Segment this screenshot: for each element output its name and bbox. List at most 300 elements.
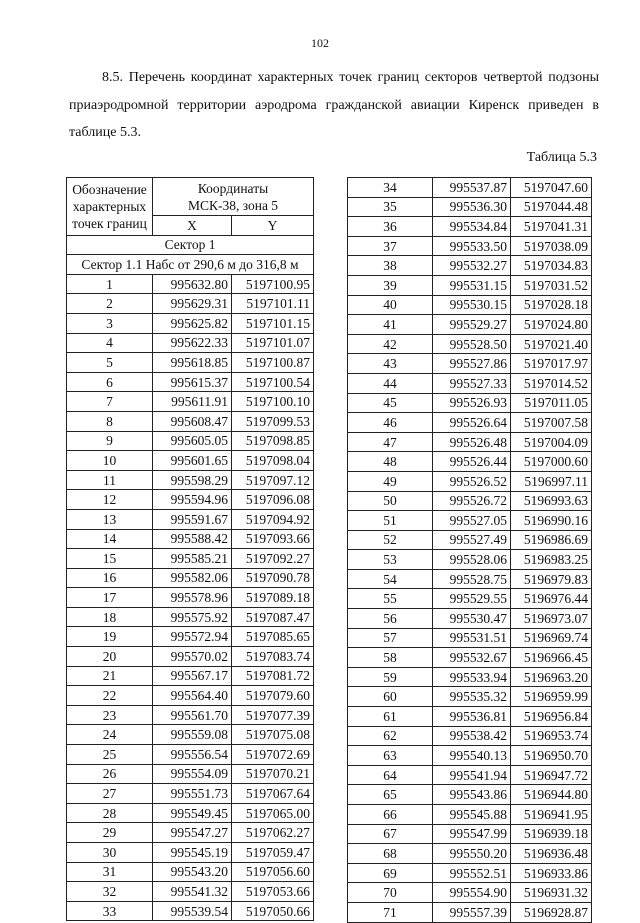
table-row: [67, 686, 314, 706]
table-row: [348, 726, 592, 746]
x-coordinate: 995533.50: [433, 236, 511, 256]
point-number: 10: [67, 451, 153, 471]
table-row: [348, 550, 592, 570]
x-coordinate: 995541.94: [433, 765, 511, 785]
x-coordinate: 995541.32: [153, 882, 232, 902]
point-number: 70: [348, 883, 433, 903]
table-row: [67, 313, 314, 333]
table-row: [67, 529, 314, 549]
y-coordinate: 5196963.20: [511, 667, 592, 687]
x-header: X: [153, 216, 232, 236]
x-coordinate: 995538.42: [433, 726, 511, 746]
y-coordinate: 5196993.63: [511, 491, 592, 511]
x-coordinate: 995531.51: [433, 628, 511, 648]
point-number: 14: [67, 529, 153, 549]
table-row: [348, 511, 592, 531]
table-row: [348, 687, 592, 707]
y-coordinate: 5197077.39: [232, 705, 314, 725]
y-coordinate: 5197079.60: [232, 686, 314, 706]
sector-title-row: [67, 235, 314, 255]
table-row: [67, 372, 314, 392]
table-row: [67, 470, 314, 490]
point-number: 40: [348, 295, 433, 315]
x-coordinate: 995572.94: [153, 627, 232, 647]
x-coordinate: 995527.86: [433, 354, 511, 374]
table-row: [67, 745, 314, 765]
x-coordinate: 995537.87: [433, 178, 511, 198]
point-number: 53: [348, 550, 433, 570]
y-coordinate: 5196941.95: [511, 805, 592, 825]
point-number: 65: [348, 785, 433, 805]
y-coordinate: 5197098.04: [232, 451, 314, 471]
y-coordinate: 5197017.97: [511, 354, 592, 374]
point-number: 3: [67, 313, 153, 333]
intro-paragraph: 8.5. Перечень координат характерных точек границ секторов четвертой подзоны приаэродромной территории аэродрома гражданской авиации Киренск приведен в таблице 5.3.: [69, 70, 599, 140]
y-coordinate: 5196939.18: [511, 824, 592, 844]
x-coordinate: 995618.85: [153, 353, 232, 373]
x-coordinate: 995611.91: [153, 392, 232, 412]
point-number: 13: [67, 509, 153, 529]
y-coordinate: 5197007.58: [511, 413, 592, 433]
x-coordinate: 995530.47: [433, 609, 511, 629]
x-coordinate: 995632.80: [153, 274, 232, 294]
x-coordinate: 995556.54: [153, 745, 232, 765]
y-coordinate: 5197050.66: [232, 901, 314, 921]
x-coordinate: 995529.55: [433, 589, 511, 609]
point-number: 20: [67, 647, 153, 667]
point-number: 37: [348, 236, 433, 256]
table-row: [67, 843, 314, 863]
table-row: [67, 803, 314, 823]
point-number: 1: [67, 274, 153, 294]
x-coordinate: 995526.48: [433, 432, 511, 452]
coordinates-header-line: МСК-38, зона 5: [187, 197, 279, 213]
point-number: 19: [67, 627, 153, 647]
x-coordinate: 995528.75: [433, 569, 511, 589]
point-number: 43: [348, 354, 433, 374]
point-number: 17: [67, 588, 153, 608]
table-row: [67, 431, 314, 451]
y-coordinate: 5196973.07: [511, 609, 592, 629]
x-coordinate: 995528.50: [433, 334, 511, 354]
y-coordinate: 5197099.53: [232, 411, 314, 431]
point-number: 61: [348, 707, 433, 727]
point-number: 31: [67, 862, 153, 882]
point-number: 27: [67, 784, 153, 804]
table-row: [348, 902, 592, 922]
y-coordinate: 5197041.31: [511, 217, 592, 237]
y-coordinate: 5196983.25: [511, 550, 592, 570]
x-coordinate: 995598.29: [153, 470, 232, 490]
x-coordinate: 995543.86: [433, 785, 511, 805]
table-row: [67, 490, 314, 510]
y-coordinate: 5197101.11: [232, 294, 314, 314]
table-row: [348, 746, 592, 766]
subsector-title: Сектор 1.1 Набс от 290,6 м до 316,8 м: [67, 255, 314, 275]
point-number: 51: [348, 511, 433, 531]
y-coordinate: 5197072.69: [232, 745, 314, 765]
point-number: 44: [348, 373, 433, 393]
point-number: 49: [348, 471, 433, 491]
x-coordinate: 995543.20: [153, 862, 232, 882]
x-coordinate: 995561.70: [153, 705, 232, 725]
table-row: [348, 197, 592, 217]
table-row: [348, 315, 592, 335]
table-row: [348, 765, 592, 785]
x-coordinate: 995601.65: [153, 451, 232, 471]
x-coordinate: 995625.82: [153, 313, 232, 333]
point-number: 11: [67, 470, 153, 490]
x-coordinate: 995545.88: [433, 805, 511, 825]
table-row: [348, 569, 592, 589]
x-coordinate: 995536.30: [433, 197, 511, 217]
y-coordinate: 5197092.27: [232, 549, 314, 569]
x-coordinate: 995531.15: [433, 275, 511, 295]
x-coordinate: 995539.54: [153, 901, 232, 921]
subsector-title-row: [67, 255, 314, 275]
table-row: [348, 628, 592, 648]
x-coordinate: 995552.51: [433, 863, 511, 883]
x-coordinate: 995564.40: [153, 686, 232, 706]
table-row: [67, 627, 314, 647]
x-coordinate: 995526.52: [433, 471, 511, 491]
point-number: 45: [348, 393, 433, 413]
y-coordinate: 5197075.08: [232, 725, 314, 745]
table-row: [348, 354, 592, 374]
point-number: 58: [348, 648, 433, 668]
x-coordinate: 995534.84: [433, 217, 511, 237]
table-row: [348, 491, 592, 511]
y-coordinate: 5197000.60: [511, 452, 592, 472]
x-coordinate: 995527.33: [433, 373, 511, 393]
point-number: 47: [348, 432, 433, 452]
y-coordinate: 5196936.48: [511, 844, 592, 864]
point-number: 2: [67, 294, 153, 314]
x-coordinate: 995588.42: [153, 529, 232, 549]
y-coordinate: 5197031.52: [511, 275, 592, 295]
x-coordinate: 995550.20: [433, 844, 511, 864]
point-number: 29: [67, 823, 153, 843]
point-number: 67: [348, 824, 433, 844]
x-coordinate: 995527.49: [433, 530, 511, 550]
table-row: [348, 883, 592, 903]
x-coordinate: 995529.27: [433, 315, 511, 335]
point-number: 26: [67, 764, 153, 784]
table-row: [67, 411, 314, 431]
point-number: 33: [67, 901, 153, 921]
table-row: [348, 452, 592, 472]
x-coordinate: 995526.64: [433, 413, 511, 433]
y-coordinate: 5197089.18: [232, 588, 314, 608]
y-coordinate: 5196931.32: [511, 883, 592, 903]
table-row: [348, 863, 592, 883]
x-coordinate: 995622.33: [153, 333, 232, 353]
table-row: [348, 256, 592, 276]
y-coordinate: 5197053.66: [232, 882, 314, 902]
y-coordinate: 5196979.83: [511, 569, 592, 589]
x-coordinate: 995554.90: [433, 883, 511, 903]
y-coordinate: 5197024.80: [511, 315, 592, 335]
y-coordinate: 5196990.16: [511, 511, 592, 531]
x-coordinate: 995557.39: [433, 902, 511, 922]
x-coordinate: 995594.96: [153, 490, 232, 510]
y-coordinate: 5196956.84: [511, 707, 592, 727]
coordinates-header: [153, 178, 314, 216]
y-coordinate: 5197100.54: [232, 372, 314, 392]
y-coordinate: 5196933.86: [511, 863, 592, 883]
point-number: 50: [348, 491, 433, 511]
point-number: 46: [348, 413, 433, 433]
x-coordinate: 995551.73: [153, 784, 232, 804]
y-coordinate: 5197085.65: [232, 627, 314, 647]
table-row: [348, 648, 592, 668]
table-row: [348, 609, 592, 629]
point-number: 71: [348, 902, 433, 922]
y-coordinate: 5196969.74: [511, 628, 592, 648]
y-coordinate: 5196997.11: [511, 471, 592, 491]
table-row: [348, 334, 592, 354]
y-coordinate: 5197011.05: [511, 393, 592, 413]
point-number: 42: [348, 334, 433, 354]
point-number: 66: [348, 805, 433, 825]
point-number: 63: [348, 746, 433, 766]
table-row: [67, 392, 314, 412]
point-number: 23: [67, 705, 153, 725]
y-coordinate: 5197014.52: [511, 373, 592, 393]
table-row: [348, 707, 592, 727]
table-row: [348, 432, 592, 452]
x-coordinate: 995591.67: [153, 509, 232, 529]
x-coordinate: 995526.72: [433, 491, 511, 511]
point-number: 15: [67, 549, 153, 569]
table-row: [348, 471, 592, 491]
table-row: [348, 236, 592, 256]
sector-title: Сектор 1: [67, 235, 314, 255]
point-number: 56: [348, 609, 433, 629]
point-number: 28: [67, 803, 153, 823]
x-coordinate: 995528.06: [433, 550, 511, 570]
coordinates-header-line: Координаты: [197, 180, 269, 196]
y-coordinate: 5196959.99: [511, 687, 592, 707]
table-caption: Таблица 5.3: [526, 150, 597, 165]
table-row: [67, 647, 314, 667]
table-row: [348, 178, 592, 198]
y-coordinate: 5197100.95: [232, 274, 314, 294]
table-row: [348, 785, 592, 805]
header-row: [67, 178, 314, 216]
table-row: [67, 784, 314, 804]
table-row: [67, 823, 314, 843]
y-coordinate: 5197059.47: [232, 843, 314, 863]
y-coordinate: 5196947.72: [511, 765, 592, 785]
y-coordinate: 5196953.74: [511, 726, 592, 746]
point-number: 4: [67, 333, 153, 353]
x-coordinate: 995540.13: [433, 746, 511, 766]
y-coordinate: 5197044.48: [511, 197, 592, 217]
table-row: [67, 274, 314, 294]
point-number: 68: [348, 844, 433, 864]
table-row: [348, 844, 592, 864]
x-coordinate: 995570.02: [153, 647, 232, 667]
x-coordinate: 995536.81: [433, 707, 511, 727]
table-row: [67, 568, 314, 588]
designation-header-line: Обозначение: [72, 181, 147, 197]
x-coordinate: 995585.21: [153, 549, 232, 569]
point-number: 7: [67, 392, 153, 412]
y-header: Y: [232, 216, 314, 236]
table-row: [67, 294, 314, 314]
point-number: 16: [67, 568, 153, 588]
x-coordinate: 995608.47: [153, 411, 232, 431]
y-coordinate: 5197100.10: [232, 392, 314, 412]
point-number: 54: [348, 569, 433, 589]
y-coordinate: 5197047.60: [511, 178, 592, 198]
point-number: 25: [67, 745, 153, 765]
y-coordinate: 5197056.60: [232, 862, 314, 882]
y-coordinate: 5197101.15: [232, 313, 314, 333]
table-row: [67, 705, 314, 725]
table-row: [348, 275, 592, 295]
table-row: [67, 588, 314, 608]
point-number: 55: [348, 589, 433, 609]
point-number: 57: [348, 628, 433, 648]
x-coordinate: 995582.06: [153, 568, 232, 588]
point-number: 69: [348, 863, 433, 883]
table-row: [67, 451, 314, 471]
point-number: 5: [67, 353, 153, 373]
y-coordinate: 5196928.87: [511, 902, 592, 922]
point-number: 62: [348, 726, 433, 746]
table-row: [67, 333, 314, 353]
point-number: 34: [348, 178, 433, 198]
y-coordinate: 5197093.66: [232, 529, 314, 549]
y-coordinate: 5196944.80: [511, 785, 592, 805]
y-coordinate: 5197028.18: [511, 295, 592, 315]
y-coordinate: 5197098.85: [232, 431, 314, 451]
table-row: [348, 667, 592, 687]
y-coordinate: 5197070.21: [232, 764, 314, 784]
point-number: 6: [67, 372, 153, 392]
point-number: 59: [348, 667, 433, 687]
table-row: [67, 607, 314, 627]
x-coordinate: 995545.19: [153, 843, 232, 863]
y-coordinate: 5196966.45: [511, 648, 592, 668]
point-number: 60: [348, 687, 433, 707]
point-number: 32: [67, 882, 153, 902]
point-number: 41: [348, 315, 433, 335]
designation-header-line: точек границ: [72, 215, 147, 231]
x-coordinate: 995532.27: [433, 256, 511, 276]
x-coordinate: 995549.45: [153, 803, 232, 823]
y-coordinate: 5197100.87: [232, 353, 314, 373]
y-coordinate: 5197021.40: [511, 334, 592, 354]
y-coordinate: 5197034.83: [511, 256, 592, 276]
table-row: [67, 353, 314, 373]
table-row: [67, 882, 314, 902]
point-number: 38: [348, 256, 433, 276]
page-number: 102: [311, 36, 329, 50]
table-row: [348, 530, 592, 550]
point-number: 12: [67, 490, 153, 510]
point-number: 39: [348, 275, 433, 295]
y-coordinate: 5196950.70: [511, 746, 592, 766]
point-number: 36: [348, 217, 433, 237]
y-coordinate: 5197101.07: [232, 333, 314, 353]
x-coordinate: 995547.99: [433, 824, 511, 844]
y-coordinate: 5197096.08: [232, 490, 314, 510]
x-coordinate: 995526.44: [433, 452, 511, 472]
y-coordinate: 5197004.09: [511, 432, 592, 452]
x-coordinate: 995629.31: [153, 294, 232, 314]
x-coordinate: 995547.27: [153, 823, 232, 843]
table-row: [348, 393, 592, 413]
table-row: [348, 217, 592, 237]
point-number: 35: [348, 197, 433, 217]
x-coordinate: 995615.37: [153, 372, 232, 392]
table-row: [67, 666, 314, 686]
y-coordinate: 5197065.00: [232, 803, 314, 823]
x-coordinate: 995605.05: [153, 431, 232, 451]
y-coordinate: 5197090.78: [232, 568, 314, 588]
table-row: [348, 805, 592, 825]
x-coordinate: 995533.94: [433, 667, 511, 687]
y-coordinate: 5197097.12: [232, 470, 314, 490]
point-number: 24: [67, 725, 153, 745]
point-number: 52: [348, 530, 433, 550]
x-coordinate: 995532.67: [433, 648, 511, 668]
point-number: 8: [67, 411, 153, 431]
table-row: [67, 549, 314, 569]
point-number: 18: [67, 607, 153, 627]
x-coordinate: 995527.05: [433, 511, 511, 531]
y-coordinate: 5197083.74: [232, 647, 314, 667]
x-coordinate: 995575.92: [153, 607, 232, 627]
y-coordinate: 5197081.72: [232, 666, 314, 686]
point-number: 9: [67, 431, 153, 451]
table-row: [348, 295, 592, 315]
designation-header-line: характерных: [72, 198, 147, 214]
x-coordinate: 995578.96: [153, 588, 232, 608]
table-row: [348, 373, 592, 393]
y-coordinate: 5196986.69: [511, 530, 592, 550]
x-coordinate: 995554.09: [153, 764, 232, 784]
coordinates-table-left: [66, 177, 314, 921]
x-coordinate: 995567.17: [153, 666, 232, 686]
table-row: [348, 589, 592, 609]
table-row: [67, 901, 314, 921]
table-row: [348, 413, 592, 433]
y-coordinate: 5197062.27: [232, 823, 314, 843]
table-row: [348, 824, 592, 844]
table-row: [67, 764, 314, 784]
point-number: 21: [67, 666, 153, 686]
point-number: 22: [67, 686, 153, 706]
x-coordinate: 995559.08: [153, 725, 232, 745]
table-row: [67, 862, 314, 882]
y-coordinate: 5196976.44: [511, 589, 592, 609]
table-row: [67, 509, 314, 529]
y-coordinate: 5197094.92: [232, 509, 314, 529]
x-coordinate: 995530.15: [433, 295, 511, 315]
x-coordinate: 995535.32: [433, 687, 511, 707]
point-number: 64: [348, 765, 433, 785]
point-number: 30: [67, 843, 153, 863]
designation-header: [67, 178, 153, 236]
y-coordinate: 5197067.64: [232, 784, 314, 804]
x-coordinate: 995526.93: [433, 393, 511, 413]
table-row: [67, 725, 314, 745]
point-number: 48: [348, 452, 433, 472]
